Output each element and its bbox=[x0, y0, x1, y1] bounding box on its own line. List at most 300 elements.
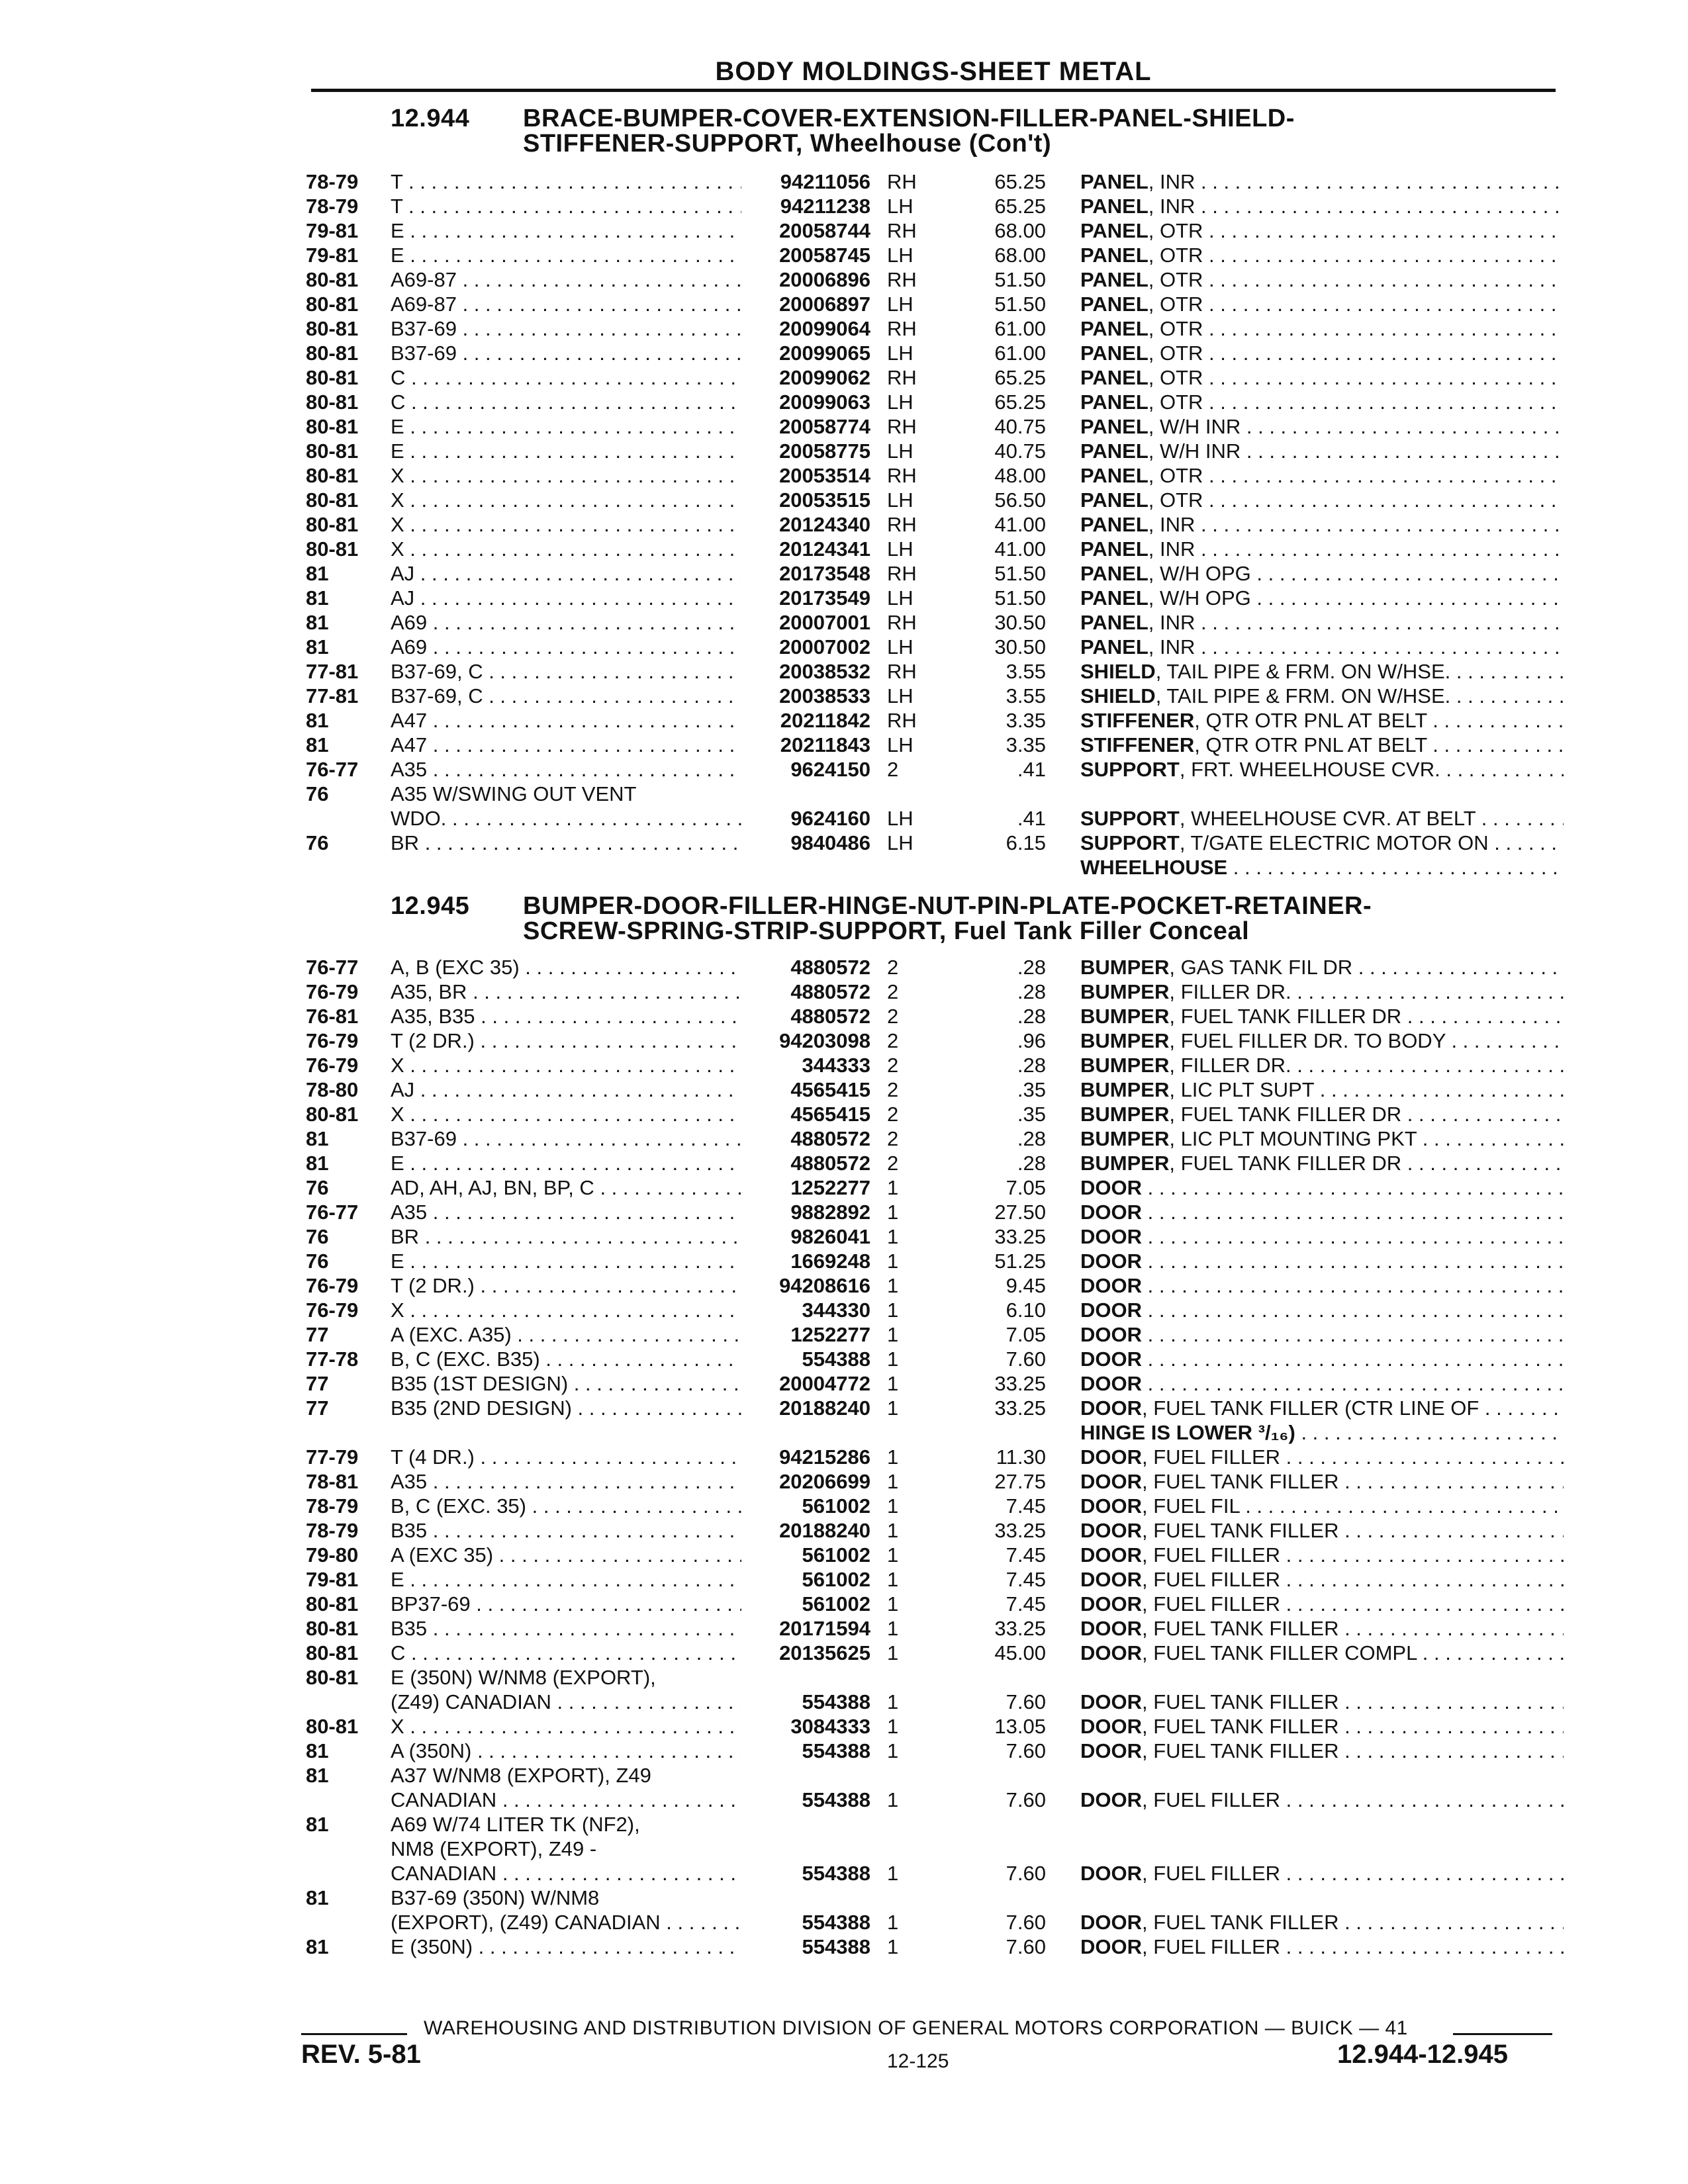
quantity-cell: RH bbox=[887, 513, 917, 536]
description-cell: DOOR, FUEL TANK FILLER . . . bbox=[1080, 1616, 1564, 1641]
quantity-cell: 2 bbox=[887, 1054, 899, 1077]
quantity-cell: RH bbox=[887, 464, 917, 487]
price-cell: .35 bbox=[1017, 1103, 1046, 1126]
quantity-cell: RH bbox=[887, 611, 917, 634]
price-cell: 45.00 bbox=[994, 1641, 1046, 1664]
quantity-cell: LH bbox=[887, 244, 914, 267]
part-number-cell: 9624150 bbox=[790, 758, 870, 781]
model-cell: X . . . bbox=[391, 1298, 741, 1322]
price-cell: 51.50 bbox=[994, 268, 1046, 291]
year-cell: 79-81 bbox=[306, 219, 359, 242]
year-cell: 78-79 bbox=[306, 1519, 359, 1542]
quantity-cell: 2 bbox=[887, 980, 899, 1003]
year-cell: 79-81 bbox=[306, 1568, 359, 1591]
model-cell: A47 . . . bbox=[391, 708, 741, 733]
year-cell: 77 bbox=[306, 1323, 329, 1346]
price-cell: 7.60 bbox=[1006, 1347, 1046, 1371]
year-cell: 76-79 bbox=[306, 1029, 359, 1052]
section-number: 12.945 bbox=[391, 892, 470, 920]
model-cell: B, C (EXC. B35) . . . bbox=[391, 1347, 741, 1371]
price-cell: 3.55 bbox=[1006, 684, 1046, 707]
model-cell: T (4 DR.) . . . bbox=[391, 1445, 741, 1469]
table-row bbox=[0, 610, 1688, 635]
model-cell: B37-69 . . . bbox=[391, 316, 741, 341]
price-cell: 6.10 bbox=[1006, 1298, 1046, 1322]
price-cell: .28 bbox=[1017, 1127, 1046, 1150]
model-cell: A, B (EXC 35) . . . bbox=[391, 955, 741, 979]
quantity-cell: LH bbox=[887, 807, 914, 830]
part-number-cell: 1252277 bbox=[790, 1176, 870, 1199]
year-cell: 78-80 bbox=[306, 1078, 359, 1101]
table-row bbox=[0, 341, 1688, 365]
price-cell: 7.05 bbox=[1006, 1323, 1046, 1346]
model-cell: WDO. . . . bbox=[391, 806, 741, 831]
price-cell: .41 bbox=[1017, 807, 1046, 830]
model-cell: AJ . . . bbox=[391, 561, 741, 586]
part-number-cell: 554388 bbox=[802, 1739, 870, 1762]
description-cell: BUMPER, LIC PLT SUPT . . . bbox=[1080, 1077, 1564, 1102]
description-cell: DOOR . . . bbox=[1080, 1371, 1564, 1396]
description-cell: DOOR . . . bbox=[1080, 1298, 1564, 1322]
year-cell: 80-81 bbox=[306, 488, 359, 512]
year-cell: 80-81 bbox=[306, 1592, 359, 1615]
model-cell: BR . . . bbox=[391, 1224, 741, 1249]
year-cell: 76-77 bbox=[306, 956, 359, 979]
quantity-cell: RH bbox=[887, 415, 917, 438]
description-cell: PANEL, OTR . . . bbox=[1080, 316, 1564, 341]
part-number-cell: 20006896 bbox=[779, 268, 870, 291]
part-number-cell: 554388 bbox=[802, 1690, 870, 1713]
price-cell: 7.05 bbox=[1006, 1176, 1046, 1199]
year-cell: 80-81 bbox=[306, 1715, 359, 1738]
part-number-cell: 20058745 bbox=[779, 244, 870, 267]
table-row bbox=[0, 194, 1688, 218]
price-cell: .41 bbox=[1017, 758, 1046, 781]
model-cell: B37-69 (350N) W/NM8 bbox=[391, 1886, 600, 1909]
price-cell: 65.25 bbox=[994, 195, 1046, 218]
quantity-cell: 2 bbox=[887, 956, 899, 979]
description-cell: SUPPORT, FRT. WHEELHOUSE CVR. . . . bbox=[1080, 757, 1564, 782]
year-cell: 80-81 bbox=[306, 439, 359, 463]
table-row bbox=[0, 1714, 1688, 1739]
price-cell: 7.45 bbox=[1006, 1494, 1046, 1518]
description-cell: DOOR, FUEL TANK FILLER . . . bbox=[1080, 1518, 1564, 1543]
price-cell: .28 bbox=[1017, 1152, 1046, 1175]
year-cell: 77-81 bbox=[306, 660, 359, 683]
model-cell: NM8 (EXPORT), Z49 - bbox=[391, 1837, 597, 1860]
quantity-cell: 1 bbox=[887, 1445, 899, 1469]
table-row bbox=[0, 512, 1688, 537]
section-title-line1: BUMPER-DOOR-FILLER-HINGE-NUT-PIN-PLATE-POCKET-RETAINER- bbox=[523, 892, 1372, 920]
table-row bbox=[0, 1004, 1688, 1028]
part-number-cell: 561002 bbox=[802, 1543, 870, 1567]
description-cell: DOOR . . . bbox=[1080, 1175, 1564, 1200]
price-cell: 56.50 bbox=[994, 488, 1046, 512]
quantity-cell: RH bbox=[887, 366, 917, 389]
year-cell: 76 bbox=[306, 1176, 329, 1199]
model-cell: A69-87 . . . bbox=[391, 267, 741, 292]
description-cell: PANEL, INR . . . bbox=[1080, 610, 1564, 635]
description-cell: PANEL, OTR . . . bbox=[1080, 365, 1564, 390]
model-cell: E . . . bbox=[391, 218, 741, 243]
year-cell: 78-79 bbox=[306, 1494, 359, 1518]
section-number: 12.944 bbox=[391, 105, 470, 132]
table-row bbox=[0, 1543, 1688, 1567]
table-row bbox=[0, 488, 1688, 512]
part-number-cell: 20188240 bbox=[779, 1519, 870, 1542]
table-row bbox=[0, 390, 1688, 414]
model-cell: E (350N) W/NM8 (EXPORT), bbox=[391, 1666, 656, 1689]
quantity-cell: 1 bbox=[887, 1935, 899, 1958]
section-range: 12.944-12.945 bbox=[1337, 2040, 1509, 2069]
table-row bbox=[0, 1396, 1688, 1420]
part-number-cell: 20007002 bbox=[779, 635, 870, 659]
description-cell: SHIELD, TAIL PIPE & FRM. ON W/HSE. . . . bbox=[1080, 684, 1564, 708]
model-cell: X . . . bbox=[391, 488, 741, 512]
year-cell: 81 bbox=[306, 1127, 329, 1150]
part-number-cell: 344330 bbox=[802, 1298, 870, 1322]
price-cell: 65.25 bbox=[994, 170, 1046, 193]
table-row bbox=[0, 1371, 1688, 1396]
part-number-cell: 94211238 bbox=[780, 195, 870, 218]
table-row bbox=[0, 537, 1688, 561]
price-cell: 3.35 bbox=[1006, 709, 1046, 732]
quantity-cell: 1 bbox=[887, 1568, 899, 1591]
part-number-cell: 20004772 bbox=[779, 1372, 870, 1395]
description-cell: SHIELD, TAIL PIPE & FRM. ON W/HSE. . . . bbox=[1080, 659, 1564, 684]
description-cell: DOOR . . . bbox=[1080, 1273, 1564, 1298]
year-cell: 80-81 bbox=[306, 1666, 359, 1689]
part-number-cell: 1252277 bbox=[790, 1323, 870, 1346]
description-cell: DOOR . . . bbox=[1080, 1224, 1564, 1249]
quantity-cell: LH bbox=[887, 195, 914, 218]
year-cell: 81 bbox=[306, 635, 329, 659]
quantity-cell: 1 bbox=[887, 1347, 899, 1371]
part-number-cell: 20135625 bbox=[779, 1641, 870, 1664]
quantity-cell: 2 bbox=[887, 1029, 899, 1052]
model-cell: B35 (1ST DESIGN) . . . bbox=[391, 1371, 741, 1396]
model-cell: A69-87 . . . bbox=[391, 292, 741, 316]
year-cell: 76 bbox=[306, 1250, 329, 1273]
quantity-cell: 2 bbox=[887, 1152, 899, 1175]
price-cell: 68.00 bbox=[994, 244, 1046, 267]
year-cell: 76 bbox=[306, 1225, 329, 1248]
quantity-cell: 1 bbox=[887, 1274, 899, 1297]
model-cell: B37-69, C . . . bbox=[391, 659, 741, 684]
part-number-cell: 1669248 bbox=[790, 1250, 870, 1273]
part-number-cell: 20058775 bbox=[779, 439, 870, 463]
description-cell: PANEL, W/H INR . . . bbox=[1080, 414, 1564, 439]
description-cell: PANEL, OTR . . . bbox=[1080, 267, 1564, 292]
quantity-cell: LH bbox=[887, 390, 914, 414]
model-cell: T (2 DR.) . . . bbox=[391, 1273, 741, 1298]
quantity-cell: 1 bbox=[887, 1494, 899, 1518]
price-cell: 3.35 bbox=[1006, 733, 1046, 756]
price-cell: 33.25 bbox=[994, 1372, 1046, 1395]
part-number-cell: 344333 bbox=[802, 1054, 870, 1077]
year-cell: 81 bbox=[306, 709, 329, 732]
part-number-cell: 561002 bbox=[802, 1592, 870, 1615]
quantity-cell: 2 bbox=[887, 1103, 899, 1126]
table-row bbox=[0, 243, 1688, 267]
part-number-cell: 20206699 bbox=[779, 1470, 870, 1493]
price-cell: 41.00 bbox=[994, 513, 1046, 536]
model-cell: E . . . bbox=[391, 1249, 741, 1273]
part-number-cell: 20211843 bbox=[780, 733, 870, 756]
part-number-cell: 561002 bbox=[802, 1494, 870, 1518]
quantity-cell: 1 bbox=[887, 1862, 899, 1885]
table-row bbox=[0, 635, 1688, 659]
part-number-cell: 20058744 bbox=[779, 219, 870, 242]
model-cell: A35, BR . . . bbox=[391, 979, 741, 1004]
model-cell: AD, AH, AJ, BN, BP, C . . . bbox=[391, 1175, 741, 1200]
model-cell: A (350N) . . . bbox=[391, 1739, 741, 1763]
table-row bbox=[0, 1102, 1688, 1126]
price-cell: .28 bbox=[1017, 1054, 1046, 1077]
quantity-cell: LH bbox=[887, 537, 914, 561]
year-cell: 80-81 bbox=[306, 317, 359, 340]
model-cell: (Z49) CANADIAN . . . bbox=[391, 1690, 741, 1714]
model-cell: A35 . . . bbox=[391, 1200, 741, 1224]
model-cell: E . . . bbox=[391, 439, 741, 463]
model-cell: BP37-69 . . . bbox=[391, 1592, 741, 1616]
description-cell: WHEELHOUSE . . . bbox=[1080, 855, 1564, 880]
quantity-cell: RH bbox=[887, 562, 917, 585]
quantity-cell: 2 bbox=[887, 1078, 899, 1101]
price-cell: .28 bbox=[1017, 1005, 1046, 1028]
price-cell: 40.75 bbox=[994, 439, 1046, 463]
description-cell: BUMPER, LIC PLT MOUNTING PKT . . . bbox=[1080, 1126, 1564, 1151]
description-cell: PANEL, W/H OPG . . . bbox=[1080, 561, 1564, 586]
price-cell: 7.60 bbox=[1006, 1788, 1046, 1811]
part-number-cell: 20007001 bbox=[779, 611, 870, 634]
model-cell: A35 W/SWING OUT VENT bbox=[391, 782, 637, 805]
year-cell: 77 bbox=[306, 1396, 329, 1420]
model-cell: E . . . bbox=[391, 243, 741, 267]
model-cell: A35, B35 . . . bbox=[391, 1004, 741, 1028]
price-cell: 7.60 bbox=[1006, 1935, 1046, 1958]
year-cell: 76-79 bbox=[306, 1298, 359, 1322]
part-number-cell: 94203098 bbox=[779, 1029, 870, 1052]
table-row bbox=[0, 684, 1688, 708]
table-row bbox=[0, 1224, 1688, 1249]
header-rule bbox=[311, 89, 1556, 92]
table-row bbox=[0, 1469, 1688, 1494]
table-row bbox=[0, 806, 1688, 831]
table-row bbox=[0, 1567, 1688, 1592]
quantity-cell: 1 bbox=[887, 1250, 899, 1273]
model-cell: E (350N) . . . bbox=[391, 1934, 741, 1959]
table-row bbox=[0, 1861, 1688, 1886]
price-cell: 68.00 bbox=[994, 219, 1046, 242]
model-cell: C . . . bbox=[391, 365, 741, 390]
description-cell: PANEL, INR . . . bbox=[1080, 537, 1564, 561]
description-cell: DOOR . . . bbox=[1080, 1200, 1564, 1224]
part-number-cell: 4880572 bbox=[790, 980, 870, 1003]
quantity-cell: 1 bbox=[887, 1543, 899, 1567]
description-cell: PANEL, INR . . . bbox=[1080, 512, 1564, 537]
description-cell: DOOR, FUEL TANK FILLER . . . bbox=[1080, 1690, 1564, 1714]
quantity-cell: LH bbox=[887, 635, 914, 659]
table-row bbox=[0, 979, 1688, 1004]
year-cell: 79-80 bbox=[306, 1543, 359, 1567]
page-header-title: BODY MOLDINGS-SHEET METAL bbox=[715, 57, 1152, 86]
description-cell: SUPPORT, T/GATE ELECTRIC MOTOR ON . . . bbox=[1080, 831, 1564, 855]
model-cell: BR . . . bbox=[391, 831, 741, 855]
description-cell: HINGE IS LOWER ³/₁₆) . . . bbox=[1080, 1420, 1564, 1445]
year-cell: 78-79 bbox=[306, 195, 359, 218]
table-row bbox=[0, 1934, 1688, 1959]
part-number-cell: 94215286 bbox=[779, 1445, 870, 1469]
footer-rule-left bbox=[301, 2033, 407, 2035]
year-cell: 80-81 bbox=[306, 390, 359, 414]
part-number-cell: 554388 bbox=[802, 1935, 870, 1958]
description-cell: DOOR, FUEL FILLER . . . bbox=[1080, 1592, 1564, 1616]
part-number-cell: 20038532 bbox=[779, 660, 870, 683]
year-cell: 81 bbox=[306, 1886, 329, 1909]
model-cell: B35 . . . bbox=[391, 1616, 741, 1641]
quantity-cell: LH bbox=[887, 733, 914, 756]
description-cell: SUPPORT, WHEELHOUSE CVR. AT BELT . . . bbox=[1080, 806, 1564, 831]
description-cell: STIFFENER, QTR OTR PNL AT BELT . . . bbox=[1080, 708, 1564, 733]
quantity-cell: 1 bbox=[887, 1641, 899, 1664]
model-cell: C . . . bbox=[391, 1641, 741, 1665]
price-cell: 33.25 bbox=[994, 1519, 1046, 1542]
table-row bbox=[0, 1200, 1688, 1224]
model-cell: B35 (2ND DESIGN) . . . bbox=[391, 1396, 741, 1420]
model-cell: AJ . . . bbox=[391, 586, 741, 610]
price-cell: 7.45 bbox=[1006, 1543, 1046, 1567]
year-cell: 76-79 bbox=[306, 1054, 359, 1077]
part-number-cell: 20099062 bbox=[779, 366, 870, 389]
model-cell: X . . . bbox=[391, 1102, 741, 1126]
model-cell: A69 . . . bbox=[391, 635, 741, 659]
description-cell: PANEL, INR . . . bbox=[1080, 169, 1564, 194]
table-row bbox=[0, 1420, 1688, 1445]
part-number-cell: 4565415 bbox=[790, 1103, 870, 1126]
year-cell: 76 bbox=[306, 782, 329, 805]
year-cell: 80-81 bbox=[306, 1617, 359, 1640]
part-number-cell: 20211842 bbox=[780, 709, 870, 732]
price-cell: 61.00 bbox=[994, 341, 1046, 365]
quantity-cell: LH bbox=[887, 488, 914, 512]
table-row bbox=[0, 586, 1688, 610]
quantity-cell: 1 bbox=[887, 1323, 899, 1346]
year-cell: 80-81 bbox=[306, 293, 359, 316]
price-cell: .28 bbox=[1017, 980, 1046, 1003]
model-cell: A69 W/74 LITER TK (NF2), bbox=[391, 1813, 640, 1836]
table-row bbox=[0, 1175, 1688, 1200]
footer-division: WAREHOUSING AND DISTRIBUTION DIVISION OF GENERAL MOTORS CORPORATION — BUICK — 41 bbox=[424, 2017, 1408, 2039]
quantity-cell: 1 bbox=[887, 1298, 899, 1322]
price-cell: 40.75 bbox=[994, 415, 1046, 438]
price-cell: 27.75 bbox=[994, 1470, 1046, 1493]
description-cell: DOOR . . . bbox=[1080, 1249, 1564, 1273]
year-cell: 76-79 bbox=[306, 1274, 359, 1297]
table-row bbox=[0, 292, 1688, 316]
year-cell: 76-77 bbox=[306, 1201, 359, 1224]
model-cell: E . . . bbox=[391, 1567, 741, 1592]
table-row bbox=[0, 831, 1688, 855]
table-row bbox=[0, 855, 1688, 880]
price-cell: 61.00 bbox=[994, 317, 1046, 340]
description-cell: BUMPER, FILLER DR. . . . bbox=[1080, 1053, 1564, 1077]
description-cell: DOOR, FUEL TANK FILLER . . . bbox=[1080, 1739, 1564, 1763]
quantity-cell: 1 bbox=[887, 1176, 899, 1199]
table-row bbox=[0, 1739, 1688, 1763]
table-row bbox=[0, 708, 1688, 733]
quantity-cell: RH bbox=[887, 219, 917, 242]
price-cell: 51.50 bbox=[994, 293, 1046, 316]
part-number-cell: 561002 bbox=[802, 1568, 870, 1591]
price-cell: 7.60 bbox=[1006, 1911, 1046, 1934]
price-cell: 9.45 bbox=[1006, 1274, 1046, 1297]
model-cell: X . . . bbox=[391, 463, 741, 488]
price-cell: 51.50 bbox=[994, 562, 1046, 585]
table-row bbox=[0, 439, 1688, 463]
part-number-cell: 4880572 bbox=[790, 1127, 870, 1150]
table-row bbox=[0, 1812, 1688, 1837]
revision-label: REV. 5-81 bbox=[301, 2040, 421, 2069]
year-cell: 81 bbox=[306, 1739, 329, 1762]
price-cell: 7.60 bbox=[1006, 1739, 1046, 1762]
part-number-cell: 9826041 bbox=[790, 1225, 870, 1248]
quantity-cell: RH bbox=[887, 660, 917, 683]
model-cell: B37-69, C . . . bbox=[391, 684, 741, 708]
table-row bbox=[0, 1763, 1688, 1788]
description-cell: PANEL, OTR . . . bbox=[1080, 488, 1564, 512]
table-row bbox=[0, 782, 1688, 806]
price-cell: 3.55 bbox=[1006, 660, 1046, 683]
price-cell: .96 bbox=[1017, 1029, 1046, 1052]
table-row bbox=[0, 659, 1688, 684]
price-cell: 48.00 bbox=[994, 464, 1046, 487]
description-cell: DOOR, FUEL TANK FILLER . . . bbox=[1080, 1469, 1564, 1494]
description-cell: DOOR, FUEL FILLER . . . bbox=[1080, 1861, 1564, 1886]
quantity-cell: LH bbox=[887, 439, 914, 463]
part-number-cell: 94208616 bbox=[779, 1274, 870, 1297]
table-row bbox=[0, 1347, 1688, 1371]
year-cell: 80-81 bbox=[306, 341, 359, 365]
quantity-cell: RH bbox=[887, 709, 917, 732]
table-row bbox=[0, 169, 1688, 194]
price-cell: 30.50 bbox=[994, 611, 1046, 634]
model-cell: A35 . . . bbox=[391, 757, 741, 782]
part-number-cell: 20053514 bbox=[779, 464, 870, 487]
quantity-cell: LH bbox=[887, 684, 914, 707]
part-number-cell: 4880572 bbox=[790, 1152, 870, 1175]
price-cell: 7.45 bbox=[1006, 1592, 1046, 1615]
description-cell: STIFFENER, QTR OTR PNL AT BELT . . . bbox=[1080, 733, 1564, 757]
table-row bbox=[0, 463, 1688, 488]
year-cell: 77-79 bbox=[306, 1445, 359, 1469]
price-cell: 13.05 bbox=[994, 1715, 1046, 1738]
part-number-cell: 20124341 bbox=[779, 537, 870, 561]
part-number-cell: 20006897 bbox=[779, 293, 870, 316]
model-cell: A47 . . . bbox=[391, 733, 741, 757]
table-row bbox=[0, 955, 1688, 979]
model-cell: C . . . bbox=[391, 390, 741, 414]
table-row bbox=[0, 561, 1688, 586]
model-cell: T . . . bbox=[391, 169, 741, 194]
quantity-cell: 1 bbox=[887, 1690, 899, 1713]
model-cell: X . . . bbox=[391, 1714, 741, 1739]
table-row bbox=[0, 414, 1688, 439]
table-row bbox=[0, 1028, 1688, 1053]
year-cell: 81 bbox=[306, 1152, 329, 1175]
table-row bbox=[0, 1518, 1688, 1543]
description-cell: PANEL, INR . . . bbox=[1080, 194, 1564, 218]
